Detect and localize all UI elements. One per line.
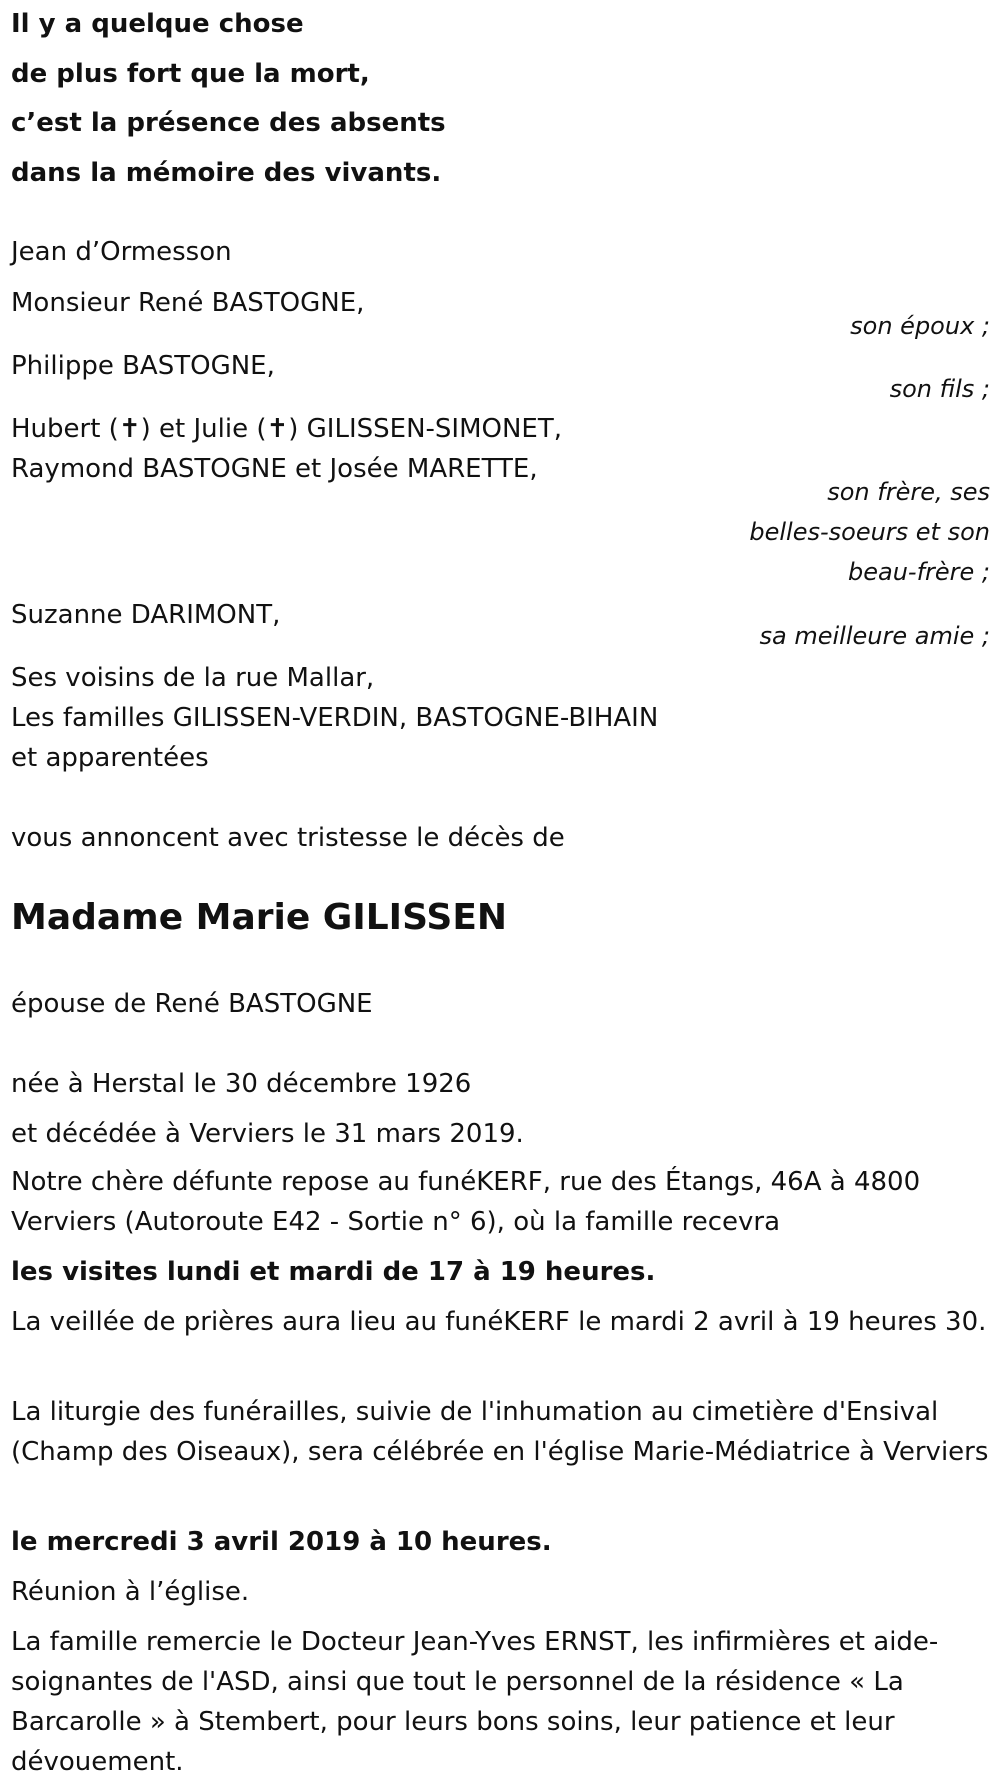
quote-author: Jean d’Ormesson bbox=[11, 237, 232, 267]
spouse-relation: son époux ; bbox=[850, 312, 990, 340]
ceremony-date: le mercredi 3 avril 2019 à 10 heures. bbox=[11, 1527, 552, 1557]
others-line-1: Ses voisins de la rue Mallar, bbox=[11, 663, 375, 693]
liturgy-info: La liturgie des funérailles, suivie de l'inhumation au cimetière d'Ensival (Champ des Oiseaux), sera célébrée en l'église Marie-Médiatrice à Verviers bbox=[11, 1397, 989, 1467]
birth-info: née à Herstal le 30 décembre 1926 bbox=[11, 1069, 472, 1099]
siblings-relation-2: belles-soeurs et son bbox=[749, 518, 990, 546]
visits-info: les visites lundi et mardi de 17 à 19 heures. bbox=[11, 1257, 656, 1287]
son-relation: son fils ; bbox=[889, 375, 990, 403]
friend-name: Suzanne DARIMONT, bbox=[11, 600, 281, 630]
friend-relation: sa meilleure amie ; bbox=[759, 622, 990, 650]
siblings-relation-3: beau-frère ; bbox=[847, 558, 990, 586]
death-info: et décédée à Verviers le 31 mars 2019. bbox=[11, 1119, 524, 1149]
siblings-names-2: Raymond BASTOGNE et Josée MARETTE, bbox=[11, 454, 538, 484]
spouse-name: Monsieur René BASTOGNE, bbox=[11, 288, 365, 318]
vigil-info: La veillée de prières aura lieu au funéKERF le mardi 2 avril à 19 heures 30. bbox=[11, 1307, 987, 1337]
quote bbox=[11, 0, 446, 198]
quote-line: dans la mémoire des vivants. bbox=[11, 157, 442, 188]
quote-line: de plus fort que la mort, bbox=[11, 58, 370, 89]
others-line-3: et apparentées bbox=[11, 743, 209, 773]
thanks-info: La famille remercie le Docteur Jean-Yves ERNST, les infirmières et aide-soignantes de l'ASD, ainsi que tout le personnel de la résidence « La Barcarolle » à Stembert, pour leurs bons soins, leur patience et leur dévouement. bbox=[11, 1627, 939, 1777]
repose-info: Notre chère défunte repose au funéKERF, rue des Étangs, 46A à 4800 Verviers (Autoroute E42 - Sortie n° 6), où la famille recevra bbox=[11, 1167, 921, 1237]
deceased-spouse: épouse de René BASTOGNE bbox=[11, 989, 373, 1019]
quote-line: Il y a quelque chose bbox=[11, 9, 304, 39]
announcement: vous annoncent avec tristesse le décès de bbox=[11, 823, 565, 853]
meeting-info: Réunion à l’église. bbox=[11, 1577, 250, 1607]
quote-line: c’est la présence des absents bbox=[11, 108, 446, 138]
son-name: Philippe BASTOGNE, bbox=[11, 351, 275, 381]
deceased-name: Madame Marie GILISSEN bbox=[11, 897, 508, 938]
siblings-relation-1: son frère, ses bbox=[827, 478, 990, 506]
others-line-2: Les familles GILISSEN-VERDIN, BASTOGNE-BIHAIN bbox=[11, 703, 659, 733]
siblings-names-1: Hubert (✝) et Julie (✝) GILISSEN-SIMONET, bbox=[11, 414, 562, 444]
